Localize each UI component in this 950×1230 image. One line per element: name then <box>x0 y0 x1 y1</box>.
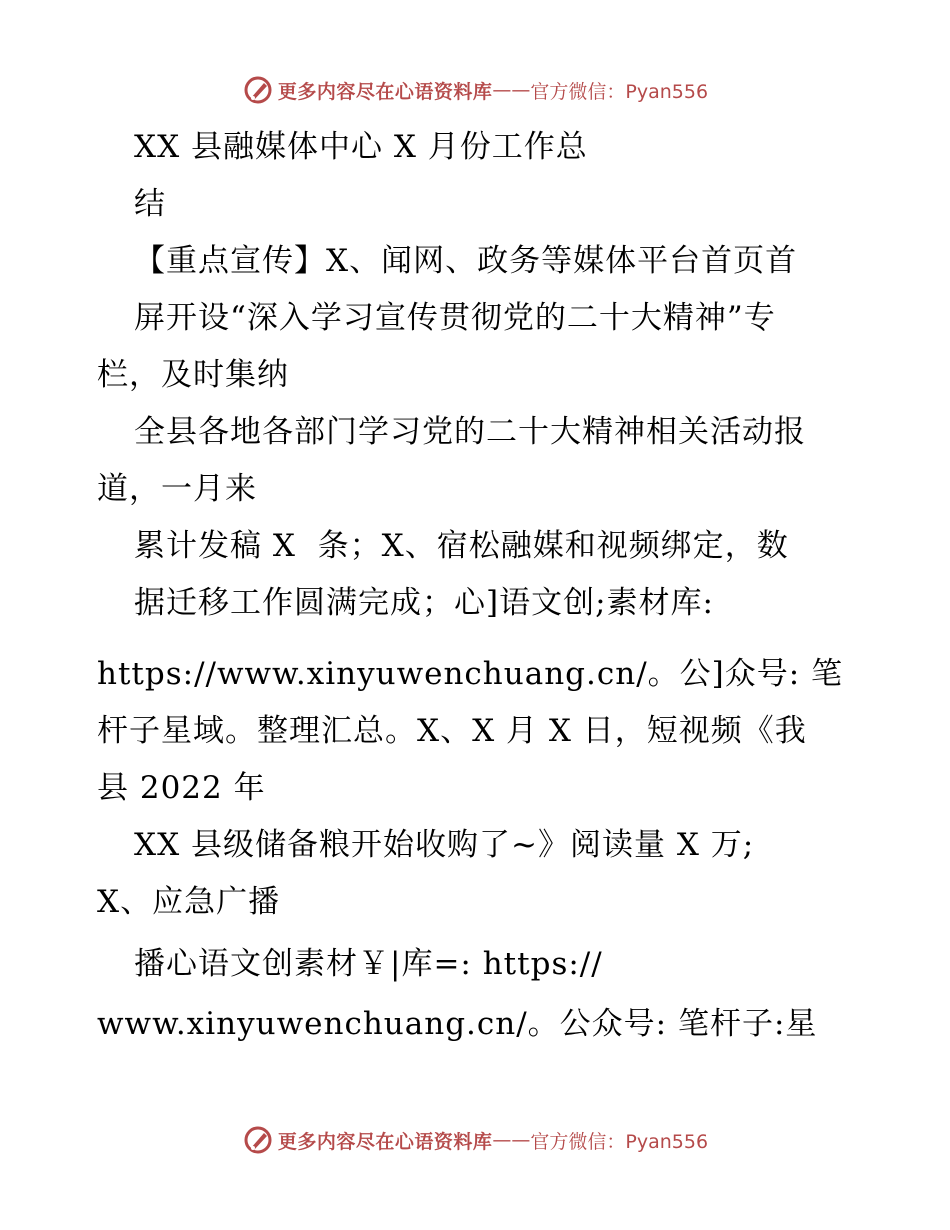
doc-line: X、应急广播 <box>97 884 281 920</box>
watermark-dash: —— <box>492 1129 531 1151</box>
watermark-dash: —— <box>492 79 531 101</box>
doc-line: 杆子星域。整理汇总。X、X 月 X 日，短视频《我 <box>97 713 807 749</box>
doc-line: 全县各地各部门学习党的二十大精神相关活动报 <box>134 414 806 450</box>
doc-line: 累计发稿 X 条；X、宿松融媒和视频绑定，数 <box>134 528 789 564</box>
pen-logo-icon <box>242 1124 274 1156</box>
doc-line: XX 县融媒体中心 X 月份工作总 <box>134 129 588 165</box>
doc-line: 【重点宣传】X、闻网、政务等媒体平台首页首 <box>134 243 798 279</box>
watermark-contact: 官方微信：Pyan556 <box>530 1130 709 1153</box>
doc-line: 播心语文创素材￥|库=: https:// <box>134 946 603 982</box>
doc-line: 栏，及时集纳 <box>97 357 289 393</box>
doc-line: https://www.xinyuwenchuang.cn/。公]众号: 笔 <box>97 656 844 692</box>
doc-line: 道，一月来 <box>97 471 257 507</box>
doc-line: 县 2022 年 <box>97 770 266 806</box>
doc-line: 结 <box>134 186 166 222</box>
doc-line: 屏开设“深入学习宣传贯彻党的二十大精神”专 <box>134 300 776 336</box>
doc-line: www.xinyuwenchuang.cn/。公众号: 笔杆子:星 <box>97 1006 818 1042</box>
watermark-footer <box>0 1120 950 1160</box>
watermark-text: 更多内容尽在心语资料库 <box>277 80 493 103</box>
watermark-header <box>0 70 950 110</box>
watermark-text: 更多内容尽在心语资料库 <box>277 1130 493 1153</box>
pen-logo-icon <box>242 74 274 106</box>
doc-line: 据迁移工作圆满完成；心]语文创;素材库: <box>134 585 714 621</box>
watermark-contact: 官方微信：Pyan556 <box>530 80 709 103</box>
doc-line: XX 县级储备粮开始收购了~》阅读量 X 万; <box>134 827 755 863</box>
